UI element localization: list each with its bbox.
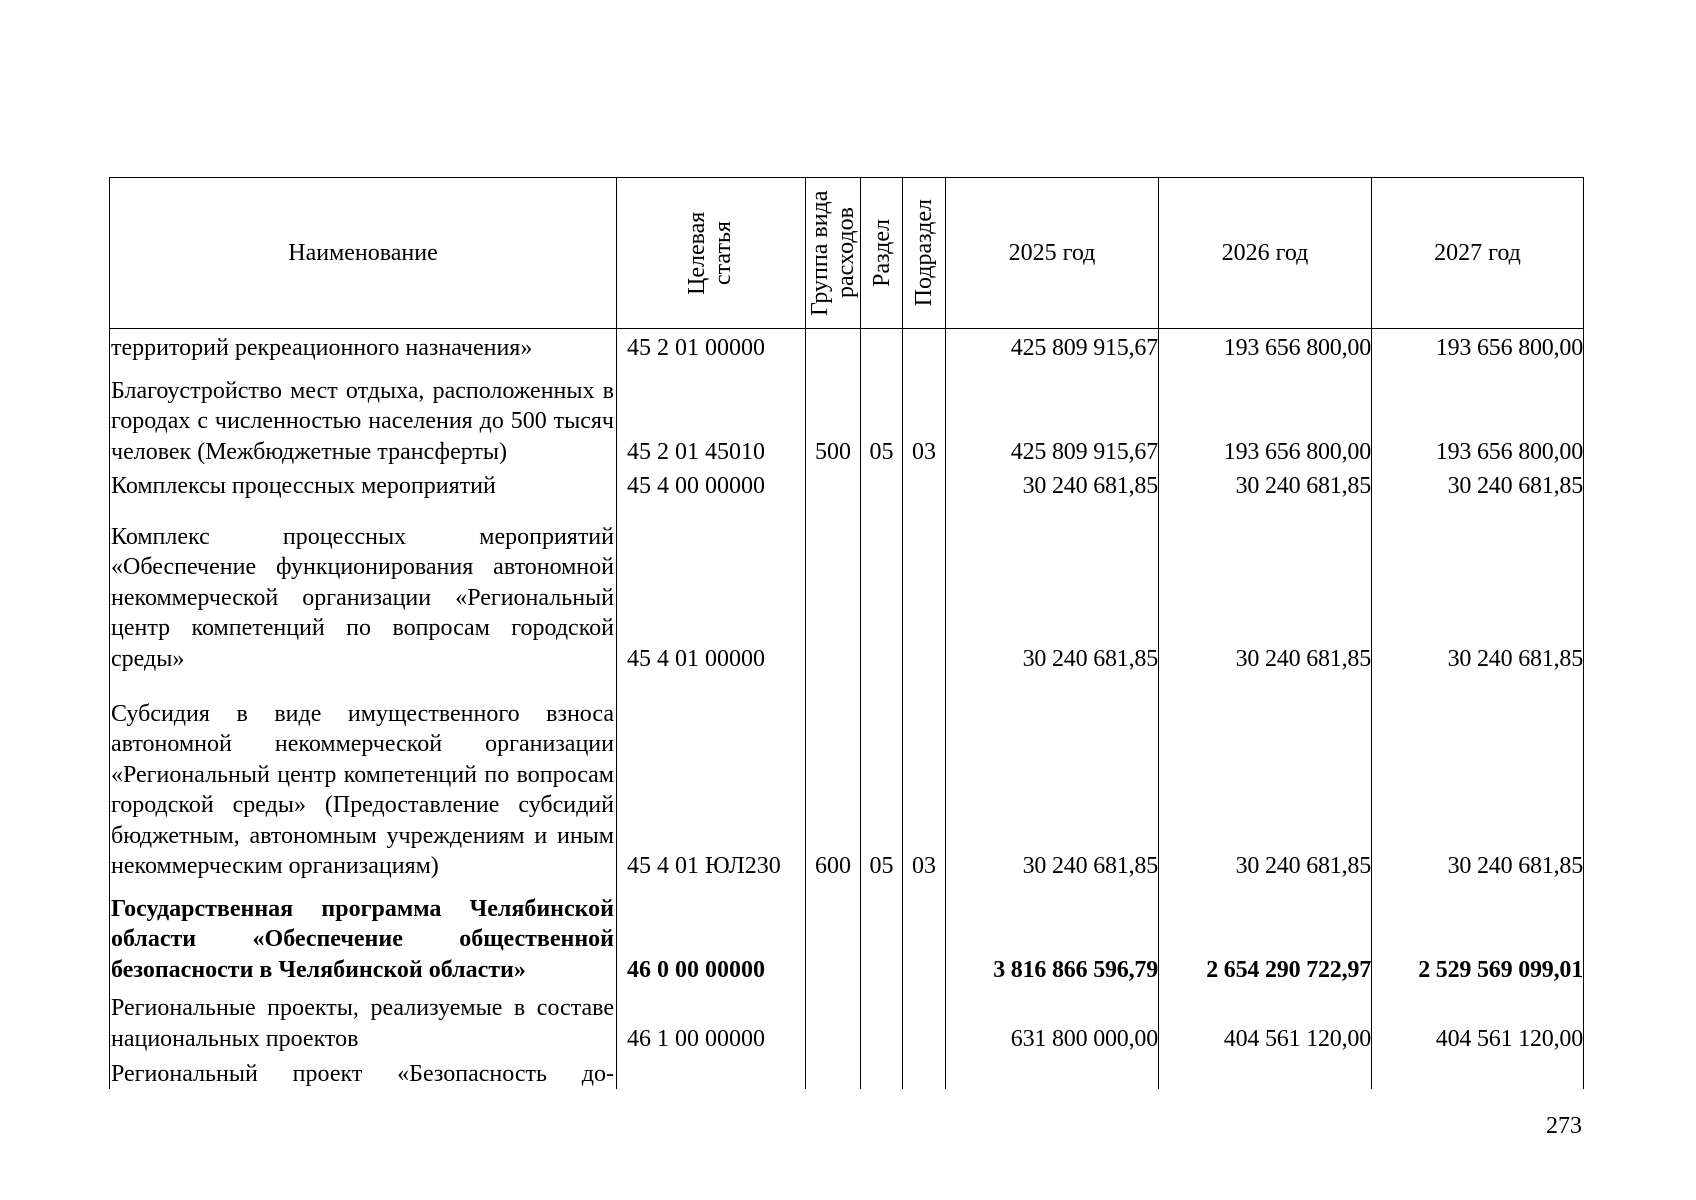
table-row — [110, 502, 1584, 675]
cell-group: 500 — [806, 364, 861, 468]
header-year-2025: 2025 год — [946, 178, 1159, 329]
table-row — [110, 1054, 1584, 1089]
cell-2025: 425 809 915,67 — [946, 329, 1159, 364]
header-subsection — [903, 178, 946, 329]
cell-subsection: 03 — [903, 674, 946, 881]
table-row — [110, 467, 1584, 502]
cell-subsection — [903, 329, 946, 364]
cell-2027 — [1372, 1054, 1584, 1089]
table-header — [110, 178, 1584, 329]
cell-name: Региональный проект «Безопасность до- — [110, 1054, 617, 1089]
cell-2027: 193 656 800,00 — [1372, 329, 1584, 364]
cell-section — [861, 329, 903, 364]
header-expense-group — [806, 178, 861, 329]
cell-code: 45 2 01 00000 — [617, 329, 806, 364]
cell-2025 — [946, 1054, 1159, 1089]
cell-group — [806, 985, 861, 1054]
cell-2025: 30 240 681,85 — [946, 467, 1159, 502]
header-year-2026: 2026 год — [1159, 178, 1372, 329]
cell-2027: 30 240 681,85 — [1372, 467, 1584, 502]
cell-section: 05 — [861, 364, 903, 468]
table-row — [110, 364, 1584, 468]
cell-2027: 30 240 681,85 — [1372, 674, 1584, 881]
cell-name: Региональные проекты, реализуемые в составе национальных проектов — [110, 985, 617, 1054]
cell-section — [861, 467, 903, 502]
cell-section — [861, 502, 903, 675]
budget-table — [109, 177, 1584, 1089]
cell-code — [617, 1054, 806, 1089]
cell-name: Комплекс процессных мероприятий «Обеспечение функционирования автономной некоммерческой организации «Региональный центр компетенций по вопросам городской среды» — [110, 502, 617, 675]
header-subsection-label: Подраздел — [911, 199, 937, 307]
cell-2026: 30 240 681,85 — [1159, 674, 1372, 881]
cell-name: Комплексы процессных мероприятий — [110, 467, 617, 502]
cell-name: Государственная программа Челябинской области «Обеспечение общественной безопасности в Челябинской области» — [110, 882, 617, 986]
table-row-program — [110, 882, 1584, 986]
cell-2025: 631 800 000,00 — [946, 985, 1159, 1054]
cell-subsection: 03 — [903, 364, 946, 468]
cell-group — [806, 1054, 861, 1089]
cell-group — [806, 467, 861, 502]
header-year-2027: 2027 год — [1372, 178, 1584, 329]
cell-2025: 3 816 866 596,79 — [946, 882, 1159, 986]
page-number: 273 — [1546, 1113, 1582, 1139]
header-target-article-label: Целевая статья — [684, 211, 736, 295]
cell-2026: 404 561 120,00 — [1159, 985, 1372, 1054]
cell-group: 600 — [806, 674, 861, 881]
cell-2025: 30 240 681,85 — [946, 502, 1159, 675]
header-section-label: Раздел — [868, 219, 895, 287]
cell-code: 45 2 01 45010 — [617, 364, 806, 468]
cell-2026: 30 240 681,85 — [1159, 467, 1372, 502]
header-target-article — [617, 178, 806, 329]
cell-name: территорий рекреационного назначения» — [110, 329, 617, 364]
cell-group — [806, 882, 861, 986]
cell-subsection — [903, 1054, 946, 1089]
cell-2025: 425 809 915,67 — [946, 364, 1159, 468]
cell-2027: 404 561 120,00 — [1372, 985, 1584, 1054]
cell-group — [806, 329, 861, 364]
cell-section: 05 — [861, 674, 903, 881]
table-row — [110, 674, 1584, 881]
cell-subsection — [903, 985, 946, 1054]
cell-2027: 193 656 800,00 — [1372, 364, 1584, 468]
cell-2026: 193 656 800,00 — [1159, 364, 1372, 468]
cell-section — [861, 985, 903, 1054]
cell-2026: 30 240 681,85 — [1159, 502, 1372, 675]
cell-subsection — [903, 502, 946, 675]
cell-2026 — [1159, 1054, 1372, 1089]
cell-subsection — [903, 467, 946, 502]
cell-code: 45 4 01 00000 — [617, 502, 806, 675]
table-row — [110, 985, 1584, 1054]
cell-code: 45 4 00 00000 — [617, 467, 806, 502]
cell-2027: 2 529 569 099,01 — [1372, 882, 1584, 986]
cell-2026: 2 654 290 722,97 — [1159, 882, 1372, 986]
table-row — [110, 329, 1584, 364]
cell-code: 45 4 01 ЮЛ230 — [617, 674, 806, 881]
cell-2026: 193 656 800,00 — [1159, 329, 1372, 364]
cell-group — [806, 502, 861, 675]
header-expense-group-label: Группа вида расходов — [807, 190, 859, 316]
cell-2027: 30 240 681,85 — [1372, 502, 1584, 675]
cell-name: Субсидия в виде имущественного взноса автономной некоммерческой организации «Региональный центр компетенций по вопросам городской среды» (Предоставление субсидий бюджетным, автономным учреждениям и иным некоммерческим организациям) — [110, 674, 617, 881]
cell-name: Благоустройство мест отдыха, расположенных в городах с численностью населения до 500 тысяч человек (Межбюджетные трансферты) — [110, 364, 617, 468]
cell-subsection — [903, 882, 946, 986]
header-name: Наименование — [110, 178, 617, 329]
cell-code: 46 0 00 00000 — [617, 882, 806, 986]
header-section — [861, 178, 903, 329]
cell-section — [861, 882, 903, 986]
cell-section — [861, 1054, 903, 1089]
cell-2025: 30 240 681,85 — [946, 674, 1159, 881]
cell-code: 46 1 00 00000 — [617, 985, 806, 1054]
